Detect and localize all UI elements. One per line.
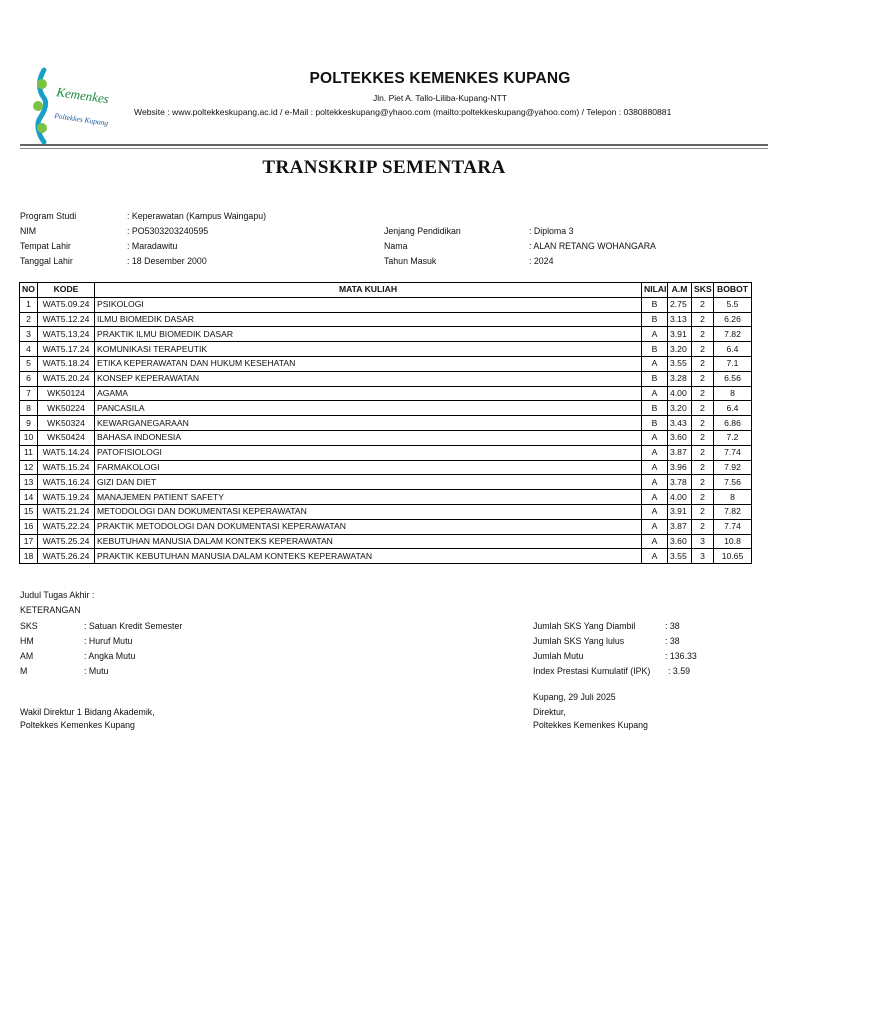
jenjang-value: : Diploma 3 [529, 226, 574, 236]
institution-contact: Website : www.poltekkeskupang.ac.id / e-Mail : poltekkeskupang@yhaoo.com (mailto:poltekkeskupang@yahoo.com) / Telepon : 0380880881 [134, 107, 672, 117]
cell-sks: 2 [692, 327, 714, 342]
tahun-masuk-value: : 2024 [529, 256, 554, 266]
cell-am: 3.91 [668, 504, 692, 519]
cell-sks: 2 [692, 342, 714, 357]
cell-kode: WK50224 [38, 401, 95, 416]
cell-kode: WK50324 [38, 416, 95, 431]
keterangan-heading: KETERANGAN [20, 605, 81, 615]
jumlah-mutu-value: : 136.33 [665, 651, 697, 661]
legend-sks-key: SKS [20, 621, 38, 631]
cell-nilai: A [642, 356, 668, 371]
cell-am: 3.43 [668, 416, 692, 431]
cell-no: 15 [20, 504, 38, 519]
table-row [20, 445, 752, 460]
cell-sks: 2 [692, 445, 714, 460]
cell-no: 2 [20, 312, 38, 327]
cell-mk: PSIKOLOGI [95, 297, 642, 312]
cell-mk: PRAKTIK KEBUTUHAN MANUSIA DALAM KONTEKS KEPERAWATAN [95, 549, 642, 564]
cell-kode: WAT5.18.24 [38, 356, 95, 371]
cell-bobot: 7.82 [714, 504, 752, 519]
table-row [20, 312, 752, 327]
logo-text-kemenkes: Kemenkes [55, 84, 110, 107]
sign-date: Kupang, 29 Juli 2025 [533, 692, 616, 702]
legend-sks-value: : Satuan Kredit Semester [84, 621, 183, 631]
cell-am: 3.20 [668, 342, 692, 357]
cell-kode: WAT5.22.24 [38, 519, 95, 534]
table-row [20, 534, 752, 549]
cell-sks: 2 [692, 386, 714, 401]
cell-bobot: 6.26 [714, 312, 752, 327]
cell-nilai: B [642, 342, 668, 357]
logo-text-poltekkes: Poltekkes Kupang [53, 111, 109, 128]
left-signatory-institution: Poltekkes Kemenkes Kupang [20, 720, 135, 730]
table-row [20, 327, 752, 342]
transcript-table [19, 282, 752, 564]
cell-am: 3.78 [668, 475, 692, 490]
cell-am: 3.28 [668, 371, 692, 386]
cell-am: 3.20 [668, 401, 692, 416]
cell-bobot: 10.8 [714, 534, 752, 549]
cell-no: 17 [20, 534, 38, 549]
header-nilai: NILAI [642, 283, 668, 298]
institution-name: POLTEKKES KEMENKES KUPANG [309, 70, 571, 87]
header-am: A.M [668, 283, 692, 298]
cell-mk: PRAKTIK ILMU BIOMEDIK DASAR [95, 327, 642, 342]
cell-sks: 2 [692, 371, 714, 386]
cell-no: 8 [20, 401, 38, 416]
ipk-label: Index Prestasi Kumulatif (IPK) [533, 666, 651, 676]
jumlah-mutu-label: Jumlah Mutu [533, 651, 584, 661]
cell-kode: WAT5.13.24 [38, 327, 95, 342]
tempat-lahir-value: : Maradawitu [127, 241, 178, 251]
cell-nilai: A [642, 519, 668, 534]
cell-mk: PATOFISIOLOGI [95, 445, 642, 460]
document-title: TRANSKRIP SEMENTARA [262, 157, 506, 178]
cell-kode: WAT5.19.24 [38, 490, 95, 505]
cell-no: 14 [20, 490, 38, 505]
tempat-lahir-label: Tempat Lahir [20, 241, 71, 251]
cell-bobot: 7.1 [714, 356, 752, 371]
cell-kode: WAT5.25.24 [38, 534, 95, 549]
legend-am-key: AM [20, 651, 34, 661]
cell-nilai: A [642, 549, 668, 564]
cell-sks: 2 [692, 504, 714, 519]
sks-diambil-label: Jumlah SKS Yang Diambil [533, 621, 636, 631]
table-row [20, 416, 752, 431]
cell-nilai: A [642, 490, 668, 505]
cell-kode: WAT5.21.24 [38, 504, 95, 519]
cell-nilai: A [642, 475, 668, 490]
cell-no: 12 [20, 460, 38, 475]
cell-mk: AGAMA [95, 386, 642, 401]
cell-sks: 2 [692, 460, 714, 475]
cell-mk: FARMAKOLOGI [95, 460, 642, 475]
cell-am: 3.87 [668, 519, 692, 534]
cell-mk: METODOLOGI DAN DOKUMENTASI KEPERAWATAN [95, 504, 642, 519]
header-bobot: BOBOT [714, 283, 752, 298]
program-label: Program Studi [20, 211, 77, 221]
cell-am: 3.87 [668, 445, 692, 460]
table-row [20, 342, 752, 357]
cell-sks: 2 [692, 401, 714, 416]
cell-bobot: 7.74 [714, 445, 752, 460]
cell-bobot: 6.56 [714, 371, 752, 386]
table-row [20, 401, 752, 416]
tahun-masuk-label: Tahun Masuk [384, 256, 437, 266]
cell-mk: KEWARGANEGARAAN [95, 416, 642, 431]
table-row [20, 549, 752, 564]
cell-mk: BAHASA INDONESIA [95, 430, 642, 445]
right-signatory-title: Direktur, [533, 707, 566, 717]
cell-bobot: 7.2 [714, 430, 752, 445]
legend-m-key: M [20, 666, 28, 676]
left-signatory-title: Wakil Direktur 1 Bidang Akademik, [20, 707, 155, 717]
cell-no: 6 [20, 371, 38, 386]
cell-no: 1 [20, 297, 38, 312]
cell-mk: ETIKA KEPERAWATAN DAN HUKUM KESEHATAN [95, 356, 642, 371]
cell-sks: 2 [692, 475, 714, 490]
cell-mk: KOMUNIKASI TERAPEUTIK [95, 342, 642, 357]
cell-kode: WAT5.15.24 [38, 460, 95, 475]
cell-sks: 2 [692, 430, 714, 445]
cell-sks: 2 [692, 312, 714, 327]
cell-nilai: A [642, 386, 668, 401]
cell-mk: GIZI DAN DIET [95, 475, 642, 490]
cell-no: 11 [20, 445, 38, 460]
program-value: : Keperawatan (Kampus Waingapu) [127, 211, 267, 221]
ipk-value: : 3.59 [668, 666, 691, 676]
cell-kode: WAT5.20.24 [38, 371, 95, 386]
cell-bobot: 8 [714, 490, 752, 505]
table-row [20, 519, 752, 534]
header-no: NO [20, 283, 38, 298]
cell-kode: WAT5.14.24 [38, 445, 95, 460]
cell-sks: 3 [692, 549, 714, 564]
cell-am: 2.75 [668, 297, 692, 312]
table-row [20, 460, 752, 475]
header-rule-thick [20, 144, 768, 146]
cell-am: 3.91 [668, 327, 692, 342]
nama-label: Nama [384, 241, 408, 251]
institution-address: Jln. Piet A. Tallo-Liliba-Kupang-NTT [372, 93, 508, 103]
header-kode: KODE [38, 283, 95, 298]
cell-nilai: A [642, 445, 668, 460]
cell-mk: PANCASILA [95, 401, 642, 416]
cell-sks: 2 [692, 356, 714, 371]
tanggal-lahir-value: : 18 Desember 2000 [127, 256, 207, 266]
cell-am: 3.55 [668, 356, 692, 371]
table-header-row [20, 283, 752, 298]
cell-nilai: B [642, 312, 668, 327]
cell-kode: WAT5.26.24 [38, 549, 95, 564]
cell-sks: 2 [692, 297, 714, 312]
table-row [20, 356, 752, 371]
cell-nilai: B [642, 401, 668, 416]
jenjang-label: Jenjang Pendidikan [384, 226, 461, 236]
cell-bobot: 5.5 [714, 297, 752, 312]
right-signatory-institution: Poltekkes Kemenkes Kupang [533, 720, 648, 730]
cell-nilai: A [642, 534, 668, 549]
cell-nilai: B [642, 297, 668, 312]
cell-am: 3.60 [668, 430, 692, 445]
cell-am: 3.55 [668, 549, 692, 564]
cell-mk: PRAKTIK METODOLOGI DAN DOKUMENTASI KEPERAWATAN [95, 519, 642, 534]
cell-kode: WAT5.17.24 [38, 342, 95, 357]
table-row [20, 371, 752, 386]
table-row [20, 297, 752, 312]
table-row [20, 386, 752, 401]
cell-bobot: 10.65 [714, 549, 752, 564]
cell-nilai: B [642, 371, 668, 386]
cell-sks: 3 [692, 534, 714, 549]
sks-lulus-value: : 38 [665, 636, 680, 646]
cell-no: 9 [20, 416, 38, 431]
cell-nilai: A [642, 327, 668, 342]
judul-tugas-akhir: Judul Tugas Akhir : [20, 590, 95, 600]
sks-lulus-label: Jumlah SKS Yang lulus [533, 636, 625, 646]
nama-value: : ALAN RETANG WOHANGARA [529, 241, 656, 251]
cell-nilai: A [642, 504, 668, 519]
table-row [20, 504, 752, 519]
sks-diambil-value: : 38 [665, 621, 680, 631]
cell-nilai: A [642, 430, 668, 445]
cell-am: 4.00 [668, 386, 692, 401]
legend-hm-value: : Huruf Mutu [84, 636, 133, 646]
tanggal-lahir-label: Tanggal Lahir [20, 256, 73, 266]
cell-am: 3.96 [668, 460, 692, 475]
cell-bobot: 7.56 [714, 475, 752, 490]
legend-am-value: : Angka Mutu [84, 651, 136, 661]
table-row [20, 430, 752, 445]
cell-sks: 2 [692, 416, 714, 431]
legend-m-value: : Mutu [84, 666, 109, 676]
cell-sks: 2 [692, 519, 714, 534]
cell-bobot: 7.74 [714, 519, 752, 534]
cell-no: 5 [20, 356, 38, 371]
table-row [20, 490, 752, 505]
cell-no: 10 [20, 430, 38, 445]
cell-bobot: 6.86 [714, 416, 752, 431]
cell-mk: ILMU BIOMEDIK DASAR [95, 312, 642, 327]
cell-bobot: 8 [714, 386, 752, 401]
cell-bobot: 7.82 [714, 327, 752, 342]
cell-bobot: 7.92 [714, 460, 752, 475]
legend-hm-key: HM [20, 636, 34, 646]
nim-value: : PO5303203240595 [127, 226, 209, 236]
cell-sks: 2 [692, 490, 714, 505]
cell-no: 18 [20, 549, 38, 564]
cell-no: 13 [20, 475, 38, 490]
header-rule-thin [20, 148, 768, 149]
cell-no: 3 [20, 327, 38, 342]
cell-bobot: 6.4 [714, 401, 752, 416]
cell-kode: WK50424 [38, 430, 95, 445]
cell-bobot: 6.4 [714, 342, 752, 357]
cell-no: 7 [20, 386, 38, 401]
cell-am: 3.60 [668, 534, 692, 549]
cell-mk: MANAJEMEN PATIENT SAFETY [95, 490, 642, 505]
cell-kode: WAT5.12.24 [38, 312, 95, 327]
table-row [20, 475, 752, 490]
cell-am: 3.13 [668, 312, 692, 327]
header-mata-kuliah: MATA KULIAH [95, 283, 642, 298]
cell-nilai: B [642, 416, 668, 431]
nim-label: NIM [20, 226, 37, 236]
cell-mk: KONSEP KEPERAWATAN [95, 371, 642, 386]
cell-am: 4.00 [668, 490, 692, 505]
header-sks: SKS [692, 283, 714, 298]
cell-no: 4 [20, 342, 38, 357]
cell-nilai: A [642, 460, 668, 475]
cell-no: 16 [20, 519, 38, 534]
cell-kode: WK50124 [38, 386, 95, 401]
cell-mk: KEBUTUHAN MANUSIA DALAM KONTEKS KEPERAWATAN [95, 534, 642, 549]
cell-kode: WAT5.09.24 [38, 297, 95, 312]
cell-kode: WAT5.16.24 [38, 475, 95, 490]
